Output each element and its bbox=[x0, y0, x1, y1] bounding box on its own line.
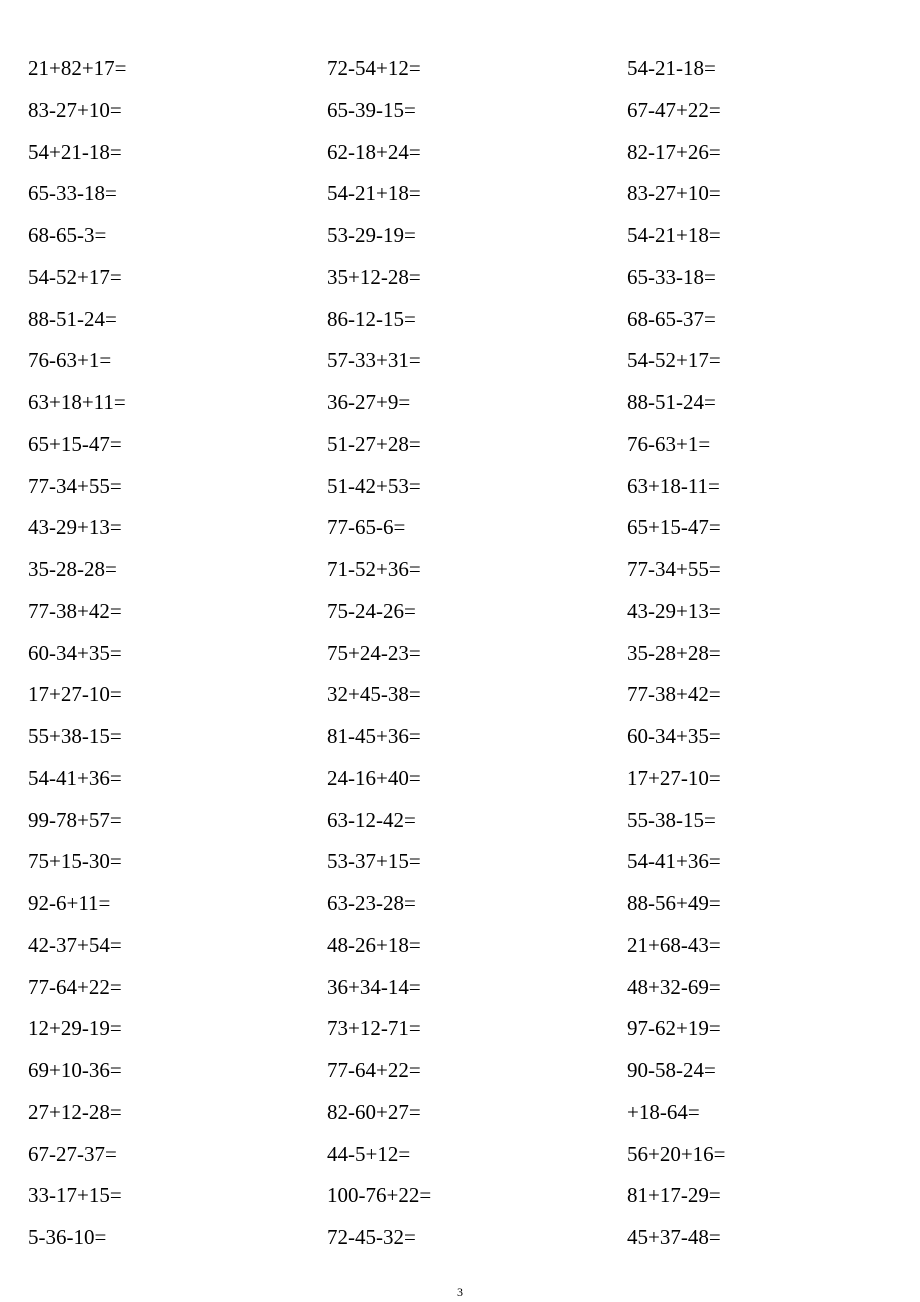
arithmetic-problem: 82-17+26= bbox=[627, 139, 721, 164]
arithmetic-problem: 55+38-15= bbox=[28, 724, 122, 748]
arithmetic-problem: 51-42+53= bbox=[327, 473, 421, 498]
arithmetic-problem: 71-52+36= bbox=[327, 557, 421, 581]
arithmetic-problem: 55-38-15= bbox=[627, 807, 716, 832]
arithmetic-problem: 54-21+18= bbox=[327, 181, 421, 206]
arithmetic-problem: 53-37+15= bbox=[327, 849, 421, 874]
arithmetic-problem: 56+20+16= bbox=[627, 1141, 726, 1166]
arithmetic-problem: 77-38+42= bbox=[28, 598, 122, 623]
arithmetic-problem: 77-34+55= bbox=[627, 557, 721, 581]
arithmetic-problem: 65-33-18= bbox=[28, 181, 117, 206]
arithmetic-problem: 68-65-3= bbox=[28, 223, 107, 247]
arithmetic-problem: 86-12-15= bbox=[327, 306, 416, 331]
arithmetic-problem: 77-34+55= bbox=[28, 473, 122, 498]
arithmetic-problem: 57-33+31= bbox=[327, 348, 421, 373]
arithmetic-problem: 54-21-18= bbox=[627, 56, 716, 80]
arithmetic-problem: 12+29-19= bbox=[28, 1016, 122, 1041]
arithmetic-problem: 83-27+10= bbox=[627, 181, 721, 206]
arithmetic-problem: 27+12-28= bbox=[28, 1099, 122, 1124]
arithmetic-problem: 76-63+1= bbox=[627, 431, 711, 456]
page-number: 3 bbox=[457, 1285, 463, 1299]
arithmetic-problem: 48-26+18= bbox=[327, 932, 421, 957]
arithmetic-problem: 43-29+13= bbox=[627, 598, 721, 623]
arithmetic-problem: 53-29-19= bbox=[327, 223, 416, 247]
arithmetic-problem: 54-41+36= bbox=[627, 849, 721, 874]
arithmetic-problem: 81-45+36= bbox=[327, 724, 421, 748]
arithmetic-problem: 54-21+18= bbox=[627, 223, 721, 247]
arithmetic-problem: 51-27+28= bbox=[327, 431, 421, 456]
arithmetic-problem: 35-28+28= bbox=[627, 640, 721, 665]
arithmetic-problem: 54-52+17= bbox=[28, 264, 122, 289]
arithmetic-problem: 60-34+35= bbox=[28, 640, 122, 665]
arithmetic-problem: 65+15-47= bbox=[627, 515, 721, 540]
problem-column-2 bbox=[327, 48, 587, 1259]
arithmetic-problem: 45+37-48= bbox=[627, 1225, 721, 1249]
arithmetic-problem: 63+18-11= bbox=[627, 473, 720, 498]
arithmetic-problem: 35+12-28= bbox=[327, 264, 421, 289]
arithmetic-problem: 63+18+11= bbox=[28, 390, 126, 414]
arithmetic-problem: 77-65-6= bbox=[327, 515, 406, 540]
arithmetic-problem: 77-64+22= bbox=[327, 1058, 421, 1082]
arithmetic-problem: 65+15-47= bbox=[28, 431, 122, 456]
arithmetic-problem: 88-56+49= bbox=[627, 891, 721, 915]
arithmetic-problem: 76-63+1= bbox=[28, 348, 112, 373]
arithmetic-problem: 32+45-38= bbox=[327, 682, 421, 707]
arithmetic-problem: +18-64= bbox=[627, 1099, 700, 1124]
arithmetic-problem: 99-78+57= bbox=[28, 807, 122, 832]
arithmetic-problem: 68-65-37= bbox=[627, 306, 716, 331]
arithmetic-problem: 33-17+15= bbox=[28, 1183, 122, 1208]
arithmetic-problem: 75-24-26= bbox=[327, 598, 416, 623]
arithmetic-problem: 65-33-18= bbox=[627, 264, 716, 289]
arithmetic-problem: 69+10-36= bbox=[28, 1058, 122, 1082]
arithmetic-problem: 75+24-23= bbox=[327, 640, 421, 665]
arithmetic-problem: 77-64+22= bbox=[28, 974, 122, 999]
arithmetic-problem: 81+17-29= bbox=[627, 1183, 721, 1208]
arithmetic-problem: 67-27-37= bbox=[28, 1141, 117, 1166]
arithmetic-problem: 5-36-10= bbox=[28, 1225, 107, 1249]
arithmetic-problem: 48+32-69= bbox=[627, 974, 721, 999]
arithmetic-problem: 54+21-18= bbox=[28, 139, 122, 164]
arithmetic-problem: 77-38+42= bbox=[627, 682, 721, 707]
arithmetic-problem: 88-51-24= bbox=[627, 390, 716, 414]
arithmetic-problem: 75+15-30= bbox=[28, 849, 122, 874]
arithmetic-problem: 63-23-28= bbox=[327, 891, 416, 915]
arithmetic-problem: 92-6+11= bbox=[28, 891, 111, 915]
arithmetic-problem: 17+27-10= bbox=[627, 765, 721, 790]
arithmetic-problem: 21+82+17= bbox=[28, 56, 127, 80]
arithmetic-problem: 35-28-28= bbox=[28, 557, 117, 581]
arithmetic-problem: 67-47+22= bbox=[627, 97, 721, 122]
arithmetic-problem: 83-27+10= bbox=[28, 97, 122, 122]
arithmetic-problem: 54-41+36= bbox=[28, 765, 122, 790]
arithmetic-problem: 62-18+24= bbox=[327, 139, 421, 164]
arithmetic-problem: 24-16+40= bbox=[327, 765, 421, 790]
arithmetic-problem: 72-54+12= bbox=[327, 56, 421, 80]
arithmetic-problem: 21+68-43= bbox=[627, 932, 721, 957]
arithmetic-problem: 97-62+19= bbox=[627, 1016, 721, 1041]
arithmetic-problem: 100-76+22= bbox=[327, 1183, 432, 1208]
arithmetic-problem: 65-39-15= bbox=[327, 97, 416, 122]
problem-column-3 bbox=[627, 48, 887, 1259]
arithmetic-problem: 60-34+35= bbox=[627, 724, 721, 748]
arithmetic-problem: 72-45-32= bbox=[327, 1225, 416, 1249]
arithmetic-problem: 54-52+17= bbox=[627, 348, 721, 373]
arithmetic-problem: 36-27+9= bbox=[327, 390, 411, 414]
arithmetic-problem: 17+27-10= bbox=[28, 682, 122, 707]
arithmetic-problem: 36+34-14= bbox=[327, 974, 421, 999]
arithmetic-problem: 88-51-24= bbox=[28, 306, 117, 331]
arithmetic-problem: 44-5+12= bbox=[327, 1141, 411, 1166]
arithmetic-problem: 82-60+27= bbox=[327, 1099, 421, 1124]
arithmetic-problem: 90-58-24= bbox=[627, 1058, 716, 1082]
arithmetic-problem: 63-12-42= bbox=[327, 807, 416, 832]
problem-column-1 bbox=[28, 48, 288, 1259]
arithmetic-problem: 42-37+54= bbox=[28, 932, 122, 957]
arithmetic-problem: 73+12-71= bbox=[327, 1016, 421, 1041]
arithmetic-problem: 43-29+13= bbox=[28, 515, 122, 540]
